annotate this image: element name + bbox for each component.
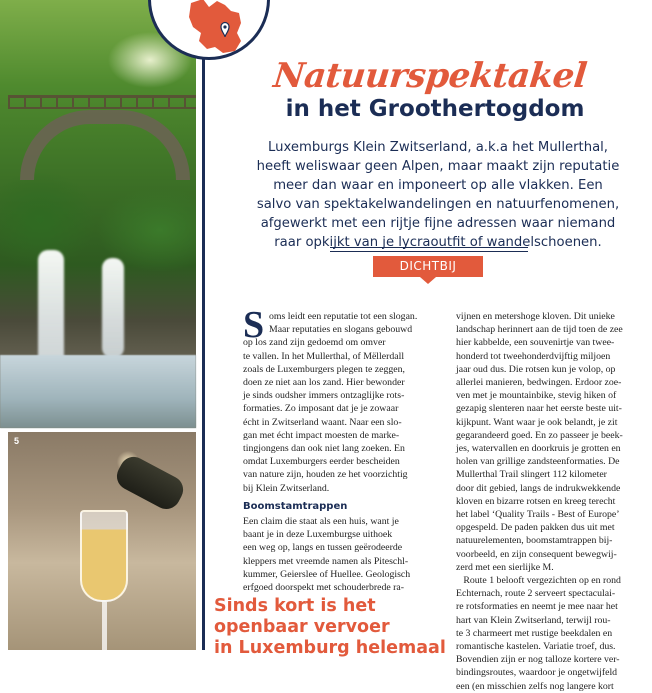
waterfall-stream xyxy=(102,258,124,358)
body-line: Route 1 belooft vergezichten op en rond xyxy=(456,575,621,587)
body-line: een weg op, langs en tussen geërodeerde xyxy=(243,542,403,554)
body-line: omdat Luxemburgers eerder bescheiden xyxy=(243,456,400,468)
body-line: Mullerthal Trail slingert 112 kilometer xyxy=(456,469,607,481)
double-rule-divider xyxy=(330,247,528,252)
body-line: kleppers met vreemde namen als Piteschl- xyxy=(243,555,409,567)
body-line: te vallen. In het Mullerthal, of Mëllerdall xyxy=(243,350,405,362)
body-line: natuurelementen, boomstamtrappen bij- xyxy=(456,535,613,547)
wine-bottle xyxy=(112,452,188,514)
headline-script: Natuurspektakel xyxy=(271,56,589,96)
pull-quote-line: Sinds kort is het xyxy=(214,596,376,616)
body-line: vijnen en metershoge kloven. Dit unieke xyxy=(456,311,615,322)
body-line: landschap herinnert aan de tijd toen de zee xyxy=(456,324,623,336)
pull-quote-line: openbaar vervoer xyxy=(214,617,390,637)
headline-subtitle: in het Groothertogdom xyxy=(285,96,585,122)
body-line: gan met écht impact moesten de marke- xyxy=(243,429,400,441)
intro-line: salvo van spektakelwandelingen en natuurfenomenen, xyxy=(256,197,620,212)
intro-line: meer dan waar en imponeert op alle vlakken. Een xyxy=(273,178,603,193)
body-line: baant je in deze Luxemburgse uithoek xyxy=(243,529,393,541)
body-line: tingjongens dan ook niet lang zoeken. En xyxy=(243,443,405,455)
champagne-photo xyxy=(8,432,196,650)
pull-quote-line: in Luxemburg helemaal xyxy=(214,638,446,658)
body-line: zoals de Luxemburgers plegen te zeggen, xyxy=(243,363,405,375)
body-line: kummer, Geierslee of Huellee. Geologisch xyxy=(243,568,411,580)
body-line: romantische kastelen. Variatie troef, dus. xyxy=(456,641,616,653)
water-pool xyxy=(0,355,196,428)
body-line: erfgoed doorspekt met schouderbrede ra- xyxy=(243,582,405,594)
bridge-railing xyxy=(8,95,196,109)
luxembourg-map-badge xyxy=(148,0,270,60)
body-line: een (en misschien zelfs nog langere kort xyxy=(456,680,614,692)
body-line: hier kabbelde, een souvenirtje van twee- xyxy=(456,337,615,349)
body-line: gegarandeerd goed. En zo passeer je beek- xyxy=(456,429,623,441)
waterfall-photo xyxy=(0,0,196,428)
body-line: zerd met een sierlijke M. xyxy=(456,561,554,573)
body-line: jes, watervallen en doorkruis je grotten en xyxy=(456,443,621,455)
glass-stem xyxy=(102,602,107,650)
section-tag: DICHTBIJ xyxy=(373,256,483,277)
section-subheading: Boomstamtrappen xyxy=(243,500,348,512)
intro-line: afgewerkt met een rijtje fijne adressen waar niemand xyxy=(260,216,616,231)
body-line: bij Klein Zwitserland. xyxy=(243,482,330,494)
body-line: je sinds oudsher immers ontzaglijke rots- xyxy=(243,390,405,402)
body-line: jaar oud dus. Die rotsen kun je volop, op xyxy=(456,363,616,375)
body-line: van nature zijn, houden ze het voorzichtig xyxy=(243,469,408,481)
body-line: Bovendien zijn er nog talloze kortere ver- xyxy=(456,654,620,666)
body-line: te 3 charmeert met rustige beekdalen en xyxy=(456,627,613,639)
body-line: holen van grillige zandsteenformaties. De xyxy=(456,456,620,468)
body-line: honderd tot tweehonderdvijftig miljoen xyxy=(456,350,611,362)
stone-bridge xyxy=(20,110,190,180)
intro-line: heeft weliswaar geen Alpen, maar maakt zijn reputatie xyxy=(256,159,620,174)
intro-line: Luxemburgs Klein Zwitserland, a.k.a het Mullerthal, xyxy=(267,140,608,155)
body-column-2 xyxy=(456,310,652,693)
body-line: re rotsformaties en neemt je mee naar het xyxy=(456,601,618,613)
body-line: kloven en bizarre rotsen en kreeg terecht xyxy=(456,495,616,507)
champagne-glass xyxy=(80,510,128,602)
drop-cap: S xyxy=(243,304,265,346)
body-line: door dit gebied, langs de indrukwekkende xyxy=(456,482,621,494)
photo-number: 5 xyxy=(14,436,20,446)
body-line: allerlei manieren, bedwingen. Erdoor zoe- xyxy=(456,377,622,389)
body-line: gezapig slenteren naar het eerste beste uit- xyxy=(456,403,622,415)
body-line: het label ‘Quality Trails - Best of Europe’ xyxy=(456,509,620,521)
body-line: formaties. Zo imposant dat je je zowaar xyxy=(243,403,399,415)
waterfall-stream xyxy=(38,250,64,370)
body-line: ven met je mountainbike, stevig hiken of xyxy=(456,390,617,402)
body-line: oms leidt een reputatie tot een slogan. xyxy=(269,311,418,322)
column-divider xyxy=(202,0,205,650)
body-line: hart van Klein Zwitserland, terwijl rou- xyxy=(456,614,611,626)
body-line: écht in Zwitserland waant. Naar een slo- xyxy=(243,416,402,428)
body-line: opgespeld. De paden pakken dus uit met xyxy=(456,522,615,534)
body-line: Een claim die staat als een huis, want je xyxy=(243,516,399,528)
intro-paragraph xyxy=(248,138,628,252)
body-line: doen ze niet aan los zand. Hier bewonder xyxy=(243,377,405,389)
body-line: Echternach, route 2 serveert spectaculai- xyxy=(456,588,616,600)
body-line: op los zand zijn gedoemd om omver xyxy=(243,337,386,349)
body-line: kijkpunt. Want waar je ook belandt, je zit xyxy=(456,416,618,428)
intro-line: raar opkijkt van je lycraoutfit of wandelschoenen. xyxy=(274,235,602,250)
body-line: Maar reputaties en slogans gebouwd xyxy=(269,324,413,336)
body-line: voorbeeld, en zijn consequent bewegwij- xyxy=(456,548,617,560)
pull-quote xyxy=(214,596,446,659)
body-column-1 xyxy=(243,304,439,594)
luxembourg-map-icon xyxy=(151,0,273,63)
body-line: bindingsroutes, waardoor je ongetwijfeld xyxy=(456,667,618,679)
